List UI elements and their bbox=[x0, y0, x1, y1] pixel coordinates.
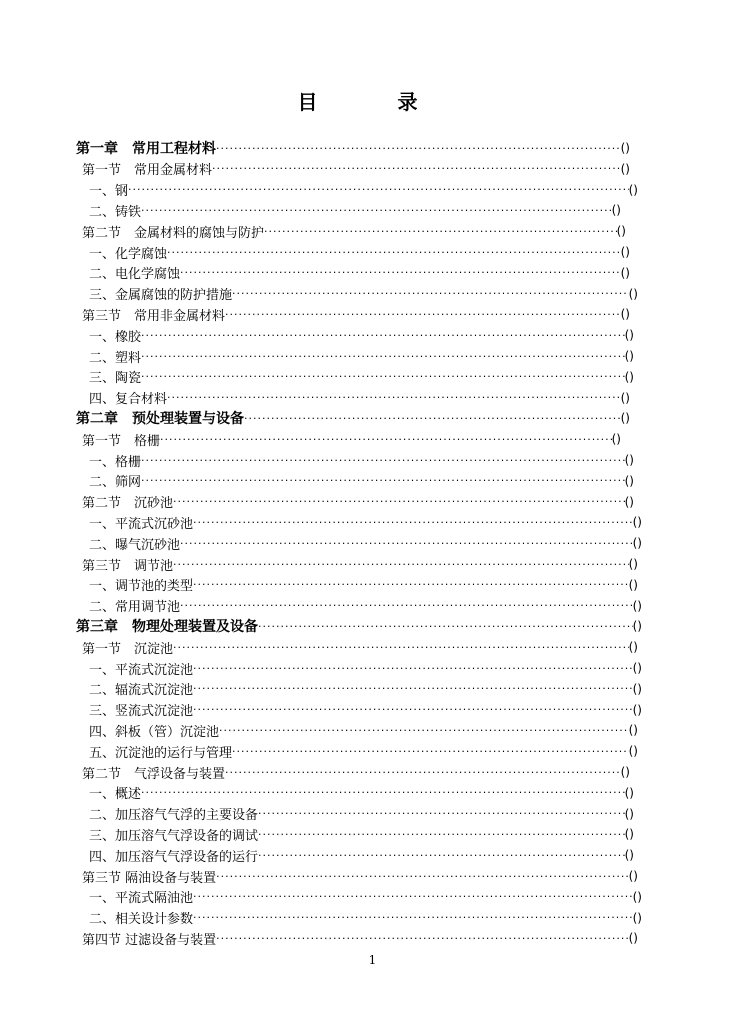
toc-entry-label: 第二章 预处理装置与设备 bbox=[76, 411, 244, 428]
toc-entry-label: 二、辐流式沉淀池 bbox=[89, 683, 194, 699]
toc-entry-page: () bbox=[624, 827, 634, 842]
toc-entry-page: () bbox=[616, 224, 626, 239]
toc-entry[interactable] bbox=[76, 138, 630, 158]
dot-leader bbox=[167, 246, 621, 259]
toc-entry-page: () bbox=[628, 744, 638, 759]
dot-leader bbox=[232, 287, 629, 300]
toc-entry-page: () bbox=[624, 369, 634, 384]
toc-entry-page: () bbox=[620, 307, 630, 322]
toc-entry-label: 一、平流式沉砂池 bbox=[89, 516, 194, 532]
toc-entry-page: () bbox=[624, 806, 634, 821]
toc-entry-label: 第三节 常用非金属材料 bbox=[82, 308, 226, 324]
toc-entry-page: () bbox=[632, 910, 642, 925]
toc-entry[interactable] bbox=[89, 824, 634, 844]
toc-entry-page: () bbox=[628, 286, 638, 301]
toc-entry-label: 一、化学腐蚀 bbox=[89, 246, 168, 262]
toc-entry-page: () bbox=[628, 723, 638, 738]
toc-entry[interactable] bbox=[89, 908, 642, 928]
toc-entry-page: () bbox=[624, 453, 634, 467]
dot-leader bbox=[141, 474, 625, 487]
dot-leader bbox=[244, 412, 621, 425]
toc-entry-page: () bbox=[624, 494, 634, 509]
dot-leader bbox=[173, 495, 625, 508]
toc-entry-page: () bbox=[624, 473, 634, 488]
toc-entry-page: () bbox=[620, 411, 630, 426]
toc-entry-page: () bbox=[628, 640, 638, 655]
dot-leader bbox=[216, 870, 628, 883]
toc-entry-page: () bbox=[628, 577, 638, 592]
toc-entry[interactable] bbox=[89, 596, 642, 616]
toc-entry[interactable] bbox=[89, 346, 634, 366]
toc-entry[interactable] bbox=[82, 159, 630, 179]
toc-entry-label: 一、平流式隔油池 bbox=[89, 891, 194, 907]
toc-entry[interactable] bbox=[76, 616, 642, 636]
toc-entry-label: 二、电化学腐蚀 bbox=[89, 267, 181, 283]
toc-entry-page: () bbox=[628, 869, 638, 883]
toc-entry-label: 一、橡胶 bbox=[89, 329, 142, 345]
toc-entry-page: () bbox=[632, 619, 642, 634]
dot-leader bbox=[180, 599, 633, 612]
toc-entry-label: 第一节 格栅 bbox=[82, 433, 161, 449]
dot-leader bbox=[225, 766, 621, 779]
toc-entry-page: () bbox=[620, 265, 630, 280]
toc-entry-label: 第二节 沉砂池 bbox=[82, 496, 174, 512]
dot-leader bbox=[216, 142, 621, 155]
toc-entry-page: () bbox=[620, 765, 630, 779]
toc-entry[interactable] bbox=[82, 637, 638, 657]
toc-entry-label: 第三节 调节池 bbox=[82, 558, 174, 574]
toc-entry[interactable] bbox=[89, 388, 630, 408]
dot-leader bbox=[141, 329, 625, 342]
toc-entry[interactable] bbox=[82, 928, 638, 948]
toc-entry-label: 三、陶瓷 bbox=[89, 371, 142, 387]
toc-entry-page: () bbox=[628, 931, 638, 946]
dot-leader bbox=[219, 724, 629, 737]
dot-leader bbox=[232, 745, 629, 758]
dot-leader bbox=[193, 911, 633, 924]
dot-leader bbox=[180, 537, 633, 550]
toc-entry[interactable] bbox=[89, 325, 634, 345]
toc-entry-page: () bbox=[620, 245, 630, 259]
toc-entry[interactable] bbox=[89, 263, 630, 283]
toc-entry-page: () bbox=[624, 848, 634, 863]
toc-entry-label: 四、斜板（管）沉淀池 bbox=[89, 724, 220, 740]
toc-entry[interactable] bbox=[89, 658, 642, 678]
toc-entry-page: () bbox=[628, 182, 638, 197]
toc-entry-page: () bbox=[620, 141, 630, 155]
dot-leader bbox=[216, 932, 628, 945]
toc-entry-label: 四、复合材料 bbox=[89, 392, 168, 408]
toc-entry[interactable] bbox=[89, 242, 630, 262]
dot-leader bbox=[212, 162, 621, 175]
toc-entry-page: () bbox=[632, 536, 642, 551]
toc-entry[interactable] bbox=[89, 450, 634, 470]
toc-entry[interactable] bbox=[89, 200, 621, 220]
toc-entry-label: 第三节 隔油设备与装置 bbox=[82, 870, 217, 886]
toc-entry-label: 二、常用调节池 bbox=[89, 600, 181, 616]
dot-leader bbox=[173, 641, 629, 654]
toc-entry-label: 三、竖流式沉淀池 bbox=[89, 704, 194, 720]
toc-entry-label: 一、概述 bbox=[89, 787, 142, 803]
toc-entry-label: 第二节 金属材料的腐蚀与防护 bbox=[82, 225, 265, 241]
toc-entry[interactable] bbox=[89, 533, 642, 553]
dot-leader bbox=[193, 662, 633, 675]
toc-entry[interactable] bbox=[82, 429, 621, 449]
toc-entry[interactable] bbox=[89, 471, 634, 491]
toc-entry[interactable] bbox=[89, 720, 638, 740]
toc-entry-label: 第三章 物理处理装置及设备 bbox=[76, 619, 258, 636]
toc-entry-label: 一、调节池的类型 bbox=[89, 579, 194, 595]
toc-entry[interactable] bbox=[82, 492, 634, 512]
dot-leader bbox=[180, 266, 621, 279]
toc-entry[interactable] bbox=[82, 221, 626, 241]
toc-entry[interactable] bbox=[82, 304, 630, 324]
dot-leader bbox=[258, 849, 625, 862]
dot-leader bbox=[225, 308, 621, 321]
toc-entry[interactable] bbox=[89, 741, 638, 761]
toc-entry-page: () bbox=[611, 432, 621, 447]
dot-leader bbox=[193, 890, 633, 903]
page-number: 1 bbox=[368, 953, 377, 967]
dot-leader bbox=[193, 682, 633, 695]
dot-leader bbox=[193, 703, 633, 716]
toc-entry-page: () bbox=[632, 889, 642, 904]
dot-leader bbox=[128, 183, 629, 196]
dot-leader bbox=[141, 204, 612, 217]
toc-entry-page: () bbox=[628, 557, 638, 571]
toc-entry-page: () bbox=[632, 681, 642, 696]
toc-entry[interactable] bbox=[82, 762, 630, 782]
dot-leader bbox=[160, 433, 612, 446]
dot-leader bbox=[258, 807, 625, 820]
toc-entry-label: 二、加压溶气气浮的主要设备 bbox=[89, 808, 259, 824]
toc-entry-label: 二、相关设计参数 bbox=[89, 912, 194, 928]
toc-entry-label: 一、格栅 bbox=[89, 454, 142, 470]
toc-entry[interactable] bbox=[89, 887, 642, 907]
toc-entry-label: 五、沉淀池的运行与管理 bbox=[89, 745, 233, 761]
toc-entry-page: () bbox=[620, 390, 630, 405]
dot-leader bbox=[258, 620, 633, 633]
toc-entry-label: 三、加压溶气气浮设备的调试 bbox=[89, 828, 259, 844]
toc-entry-page: () bbox=[624, 785, 634, 800]
toc-entry-label: 第四节 过滤设备与装置 bbox=[82, 932, 217, 948]
toc-entry[interactable] bbox=[89, 180, 638, 200]
toc-entry[interactable] bbox=[89, 845, 634, 865]
toc-entry-label: 第二节 气浮设备与装置 bbox=[82, 766, 226, 782]
toc-entry-label: 三、金属腐蚀的防护措施 bbox=[89, 288, 233, 304]
toc-entry-label: 二、曝气沉砂池 bbox=[89, 537, 181, 553]
toc-entry-label: 一、钢 bbox=[89, 184, 129, 200]
toc-entry-page: () bbox=[620, 161, 630, 176]
toc-entry[interactable] bbox=[89, 804, 634, 824]
dot-leader bbox=[167, 391, 621, 404]
toc-entry[interactable] bbox=[89, 575, 638, 595]
toc-entry-label: 四、加压溶气气浮设备的运行 bbox=[89, 849, 259, 865]
toc-entry-label: 第一节 沉淀池 bbox=[82, 641, 174, 657]
dot-leader bbox=[141, 454, 625, 467]
dot-leader bbox=[141, 786, 625, 799]
dot-leader bbox=[141, 370, 625, 383]
dot-leader bbox=[258, 828, 625, 841]
toc-entry-page: () bbox=[632, 661, 642, 675]
toc-entry[interactable] bbox=[89, 679, 642, 699]
toc-entry-label: 第一章 常用工程材料 bbox=[76, 141, 216, 157]
toc-entry-page: () bbox=[632, 515, 642, 530]
toc-entry[interactable] bbox=[82, 866, 638, 886]
toc-entry-page: () bbox=[624, 328, 634, 343]
toc-entry[interactable] bbox=[76, 408, 630, 428]
toc-entry-page: () bbox=[611, 203, 621, 218]
toc-entry[interactable] bbox=[89, 783, 634, 803]
toc-entry[interactable] bbox=[82, 554, 638, 574]
dot-leader bbox=[193, 578, 629, 591]
toc-entry[interactable] bbox=[89, 700, 642, 720]
toc-entry-page: () bbox=[624, 349, 634, 363]
toc-entry-label: 第一节 常用金属材料 bbox=[82, 163, 213, 179]
toc-entry[interactable] bbox=[89, 367, 634, 387]
document-title: 目 录 bbox=[297, 90, 448, 114]
dot-leader bbox=[264, 225, 617, 238]
dot-leader bbox=[193, 516, 633, 529]
toc-entry-label: 二、铸铁 bbox=[89, 204, 142, 220]
toc-entry-label: 二、塑料 bbox=[89, 350, 142, 366]
dot-leader bbox=[173, 558, 629, 571]
toc-entry-label: 二、筛网 bbox=[89, 475, 142, 491]
toc-entry-page: () bbox=[632, 598, 642, 613]
toc-entry-page: () bbox=[632, 702, 642, 717]
dot-leader bbox=[141, 350, 625, 363]
toc-entry[interactable] bbox=[89, 512, 642, 532]
toc-entry-label: 一、平流式沉淀池 bbox=[89, 662, 194, 678]
toc-entry[interactable] bbox=[89, 284, 638, 304]
